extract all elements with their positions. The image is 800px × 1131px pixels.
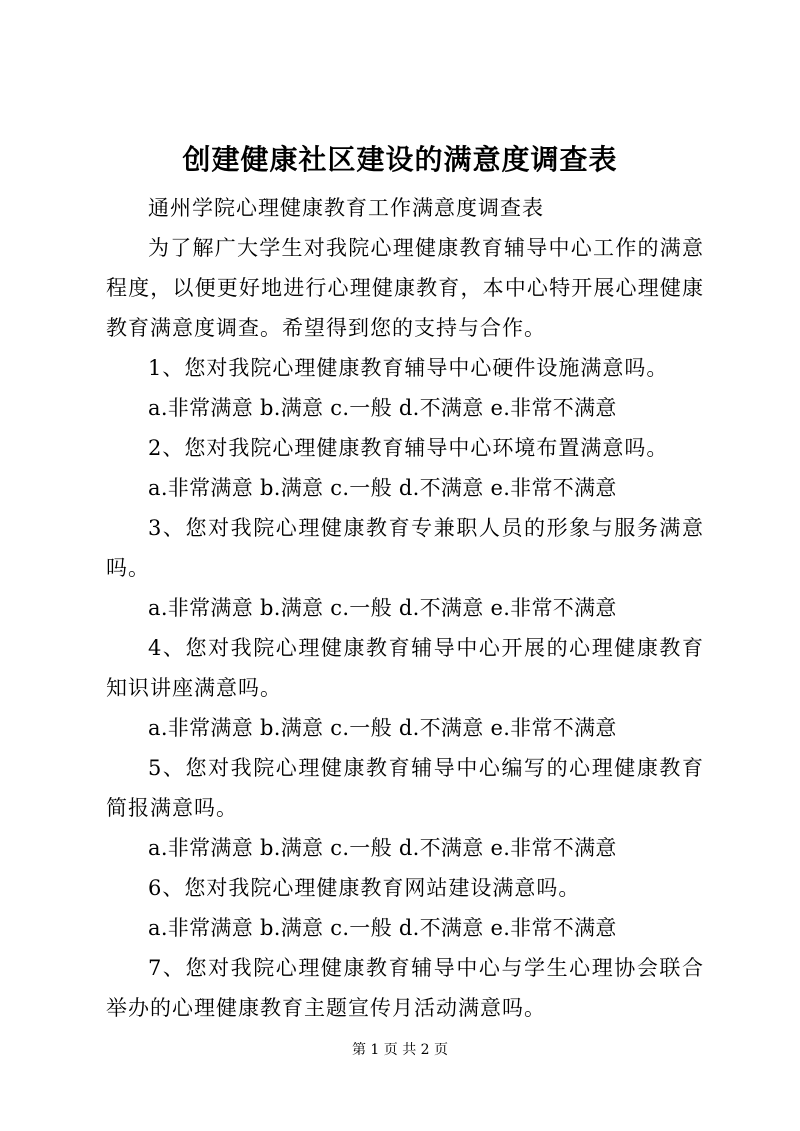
answer-options-3: a.非常满意 b.满意 c.一般 d.不满意 e.非常不满意: [148, 596, 617, 620]
question-2: 2、您对我院心理健康教育辅导中心环境布置满意吗。: [148, 436, 669, 460]
document-body: [106, 188, 704, 1028]
question-3: 3、您对我院心理健康教育专兼职人员的形象与服务满意吗。: [106, 516, 704, 580]
page-number-footer: 第 1 页 共 2 页: [351, 1042, 449, 1058]
question-5: 5、您对我院心理健康教育辅导中心编写的心理健康教育简报满意吗。: [106, 756, 704, 820]
intro-paragraph: 为了解广大学生对我院心理健康教育辅导中心工作的满意程度，以便更好地进行心理健康教育，本中心特开展心理健康教育满意度调查。希望得到您的支持与合作。: [106, 236, 704, 340]
question-4: 4、您对我院心理健康教育辅导中心开展的心理健康教育知识讲座满意吗。: [106, 636, 704, 700]
answer-options-1: a.非常满意 b.满意 c.一般 d.不满意 e.非常不满意: [148, 396, 617, 420]
answer-options-4: a.非常满意 b.满意 c.一般 d.不满意 e.非常不满意: [148, 716, 617, 740]
answer-options-2: a.非常满意 b.满意 c.一般 d.不满意 e.非常不满意: [148, 476, 617, 500]
answer-options-5: a.非常满意 b.满意 c.一般 d.不满意 e.非常不满意: [148, 836, 617, 860]
answer-options-6: a.非常满意 b.满意 c.一般 d.不满意 e.非常不满意: [148, 916, 617, 940]
question-6: 6、您对我院心理健康教育网站建设满意吗。: [148, 876, 581, 900]
question-1: 1、您对我院心理健康教育辅导中心硬件设施满意吗。: [148, 356, 669, 380]
document-subtitle: 通州学院心理健康教育工作满意度调查表: [148, 196, 544, 220]
question-7: 7、您对我院心理健康教育辅导中心与学生心理协会联合举办的心理健康教育主题宣传月活动满意吗。: [106, 956, 704, 1020]
document-title: 创建健康社区建设的满意度调查表: [182, 143, 618, 176]
